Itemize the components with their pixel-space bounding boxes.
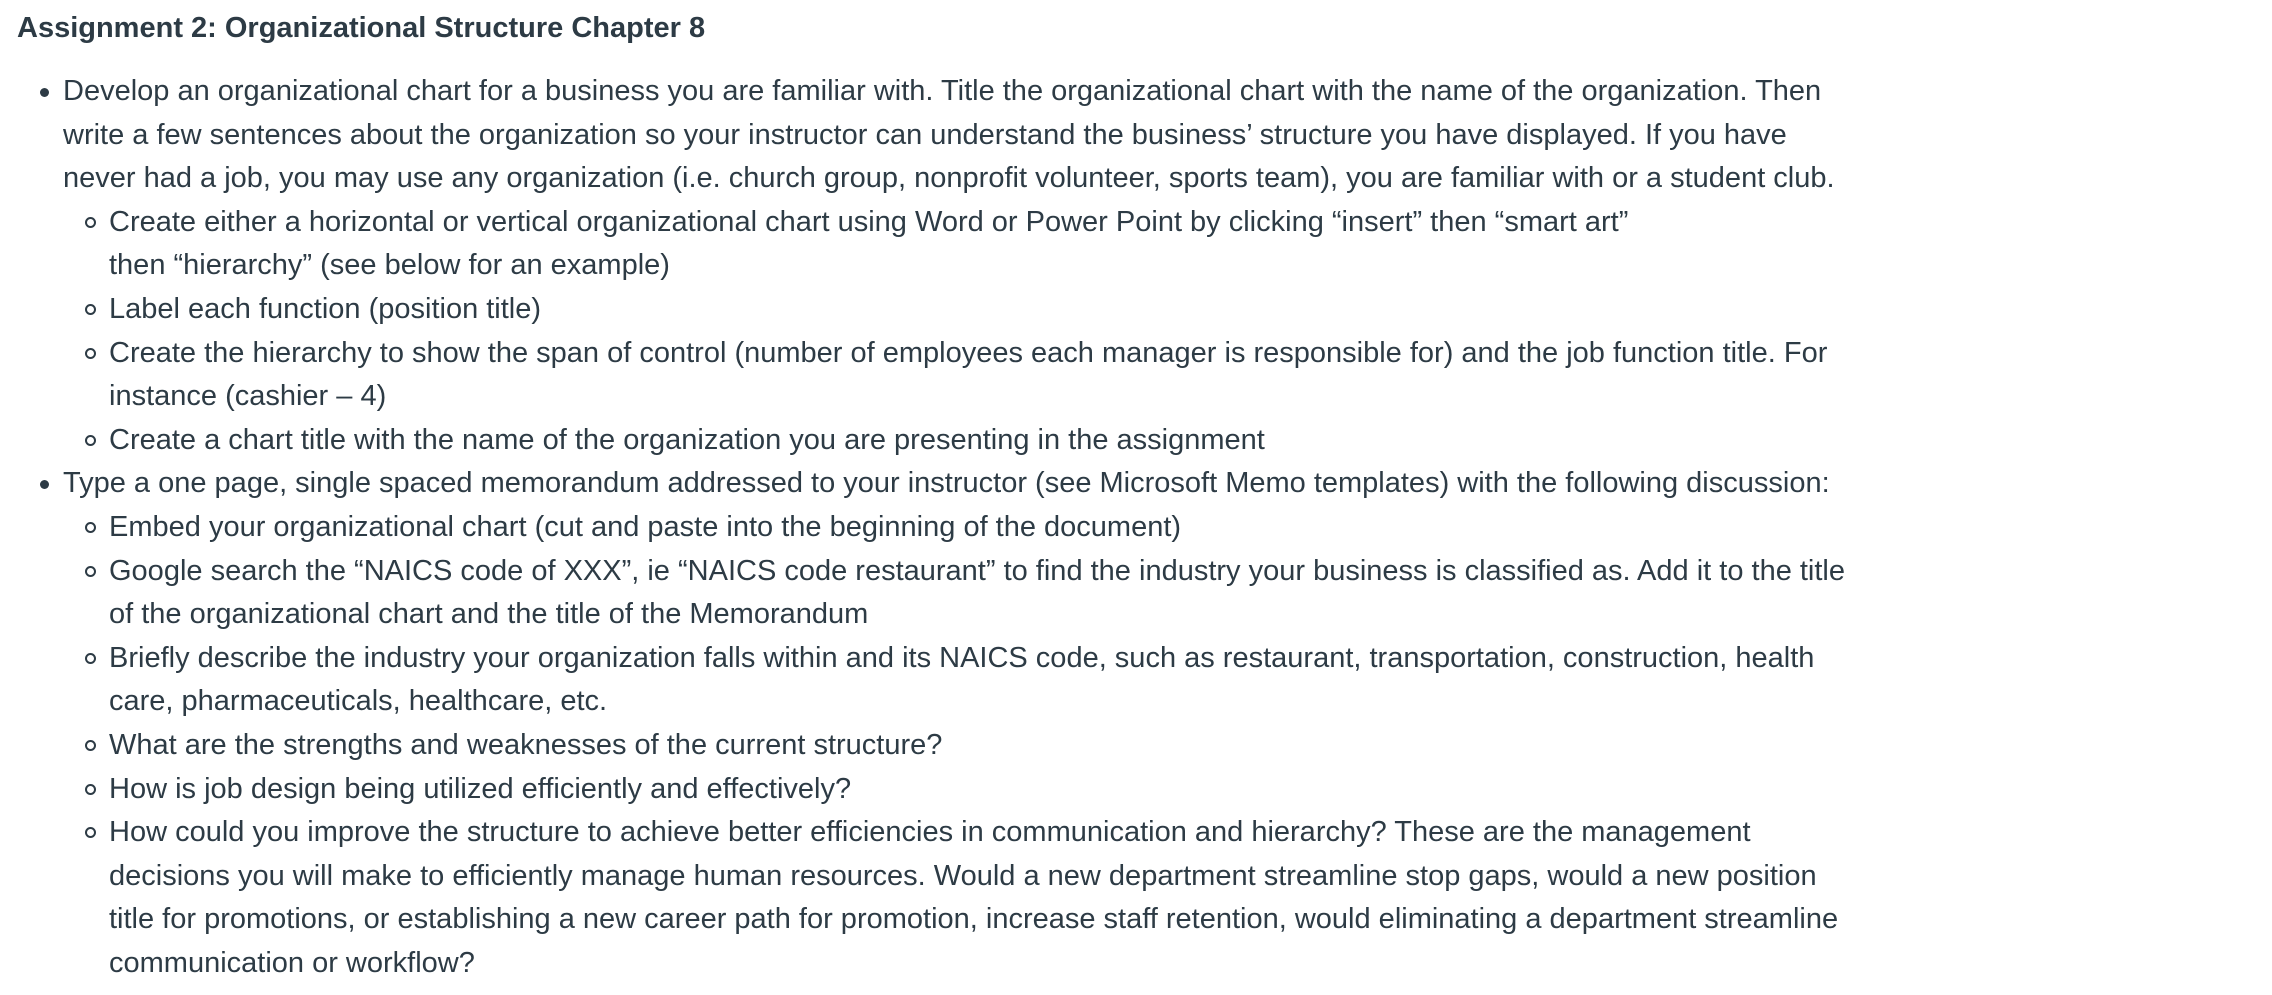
sub-list-item: How could you improve the structure to achieve better efficiencies in communication and hierarchy? These are the management decisions you will make to efficiently manage human resources. Would a new department streamline stop gaps, would a new position title for promotions, or establishing a new career path for promotion, increase staff retention, would eliminating a department streamline communication or workflow? [109,811,1853,985]
list-item-text: Develop an organizational chart for a business you are familiar with. Title the organizational chart with the name of the organization. Then write a few sentences about the organization so your instructor can understand the business’ structure you have displayed. If you have never had a job, you may use any organization (i.e. church group, nonprofit volunteer, sports team), you are familiar with or a student club. [63,75,1835,195]
list-item-text: Type a one page, single spaced memorandum addressed to your instructor (see Microsoft Memo templates) with the following discussion: [63,467,1830,500]
sub-list-item: Google search the “NAICS code of XXX”, ie “NAICS code restaurant” to find the industry your business is classified as. Add it to the title of the organizational chart and the title of the Memorandum [109,550,1853,637]
sub-list-item: Briefly describe the industry your organization falls within and its NAICS code, such as restaurant, transportation, construction, health care, pharmaceuticals, healthcare, etc. [109,637,1853,724]
list-item [63,462,1853,985]
sub-list [63,506,1853,986]
sub-list-item: Create either a horizontal or vertical organizational chart using Word or Power Point by clicking “insert” then “smart art” then “hierarchy” (see below for an example) [109,201,1649,288]
sub-list-item: Create the hierarchy to show the span of control (number of employees each manager is responsible for) and the job function title. For instance (cashier – 4) [109,332,1853,419]
sub-list-item: Label each function (position title) [109,288,1853,332]
sub-list-item: What are the strengths and weaknesses of the current structure? [109,724,1853,768]
sub-list-item: How is job design being utilized efficiently and effectively? [109,768,1853,812]
sub-list-item: Create a chart title with the name of the organization you are presenting in the assignment [109,419,1853,463]
instructions-list [17,70,1853,985]
sub-list-item: Embed your organizational chart (cut and paste into the beginning of the document) [109,506,1853,550]
sub-list [63,201,1853,463]
list-item [63,70,1853,462]
page-title: Assignment 2: Organizational Structure Chapter 8 [17,12,706,44]
